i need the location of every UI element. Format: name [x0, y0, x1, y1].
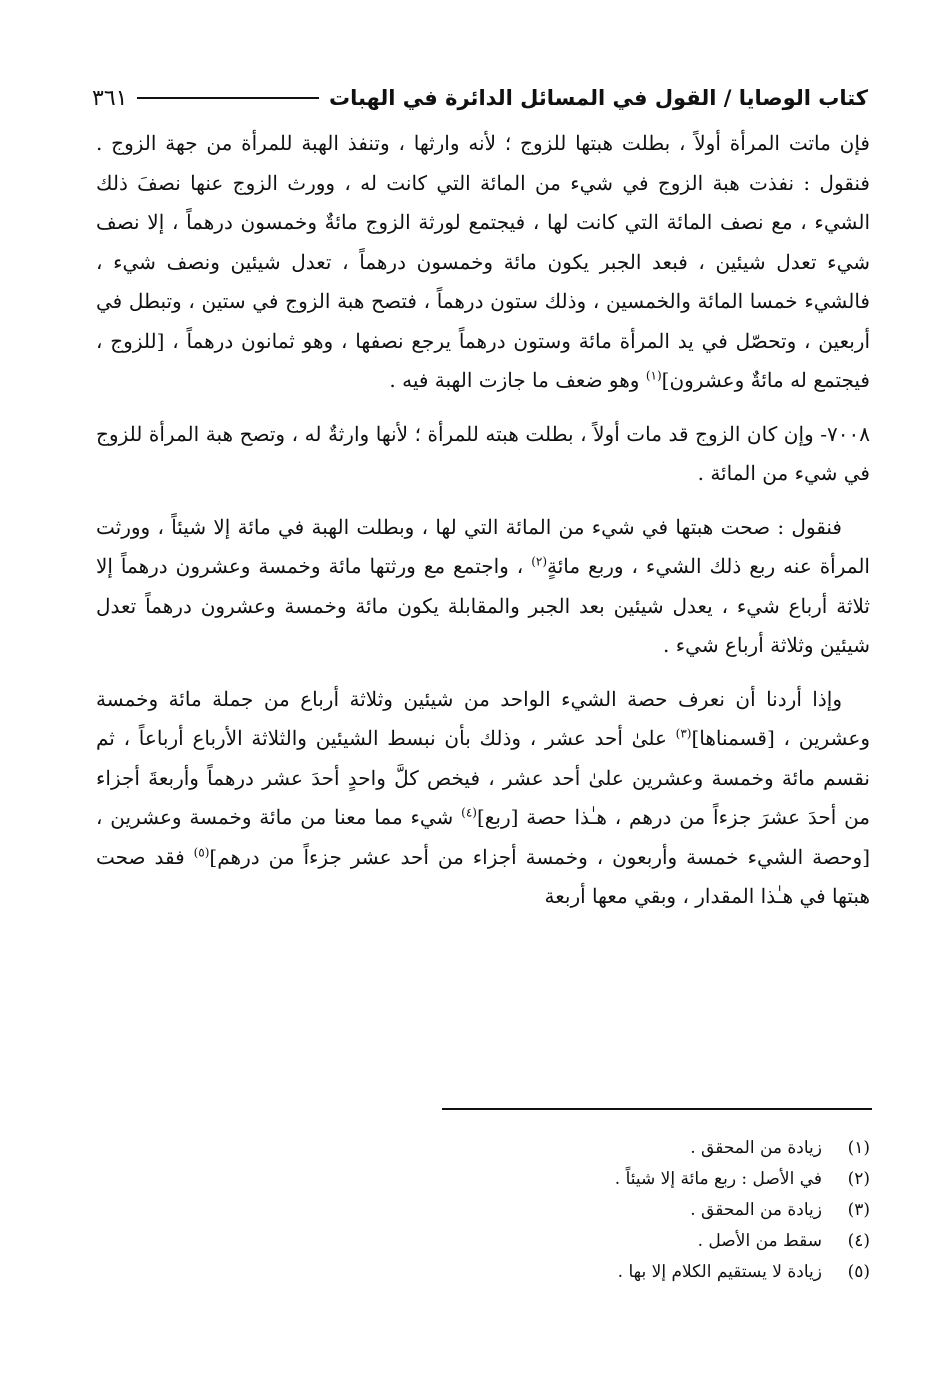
paragraph — [96, 415, 870, 494]
footnote-text: زيادة من المحقق . — [690, 1200, 822, 1220]
footnote-reference: (٢) — [531, 554, 548, 569]
paragraph-text: علىٰ أحد عشر ، وذلك بأن نبسط الشيئين والثلاثة الأرباع أرباعاً ، ثم نقسم مائة وخمسة وعشرين علىٰ أحد عشر ، فيخص كلَّ واحدٍ أحدَ عشر درهماً وأربعةَ أجزاء من أحدَ عشرَ جزءاً من درهم ، هـٰذا حصة [ربع] — [96, 726, 871, 829]
paragraph-text: فنقول : صحت هبتها في شيء من المائة التي لها ، وبطلت الهبة في مائة إلا شيئاً ، وورثت المرأة عنه ربع ذلك الشيء ، وربع مائةٍ — [96, 514, 870, 578]
paragraph — [96, 680, 870, 917]
paragraph-text: وإذا أردنا أن نعرف حصة الشيء الواحد من شيئين وثلاثة أرباع من جملة مائة وخمسة وعشرين ، [قسمناها] — [96, 686, 870, 750]
footnote-reference: (٥) — [193, 844, 210, 859]
running-header — [92, 76, 868, 120]
paragraph-text: شيء مما معنا من مائة وخمسة وعشرين ، [وحصة الشيء خمسة وأربعون ، وخمسة أجزاء من أحد عشر جزءاً من درهم] — [96, 805, 870, 869]
paragraph-text: وهو ضعف ما جازت الهبة فيه . — [389, 368, 646, 392]
footnote-number: (٣) — [847, 1200, 870, 1220]
footnote-number: (١) — [847, 1138, 870, 1158]
paragraph-text: فإن ماتت المرأة أولاً ، بطلت هبتها للزوج ؛ لأنه وارثها ، وتنفذ الهبة للمرأة من جهة الزوج . فنقول : نفذت هبة الزوج في شيء من المائة التي كانت له ، وورث الزوج عنها نصفَ ذلك الشيء ، مع نصف المائة التي كانت لها ، فيجتمع لورثة الزوج مائةٌ وخمسون درهماً ، إلا نصف شيء تعدل شيئين ، فبعد الجبر يكون مائة وخمسون درهماً ، تعدل شيئين ونصف شيء ، فالشيء خمسا المائة والخمسين ، وذلك ستون درهماً ، فتصح هبة الزوج في ستين ، وتبطل في أربعين ، وتحصّل في يد المرأة مائة وستون درهماً يرجع نصفها ، وهو ثمانون درهماً ، [للزوج ، فيجتمع له مائةٌ وعشرون] — [96, 131, 870, 392]
main-text — [96, 124, 870, 917]
paragraph-text: ٧٠٠٨- وإن كان الزوج قد مات أولاً ، بطلت هبته للمرأة ؛ لأنها وارثةٌ له ، وتصح هبة المرأة للزوج في شيء من المائة . — [96, 421, 870, 485]
footnote-text: زيادة من المحقق . — [690, 1138, 822, 1158]
footnote-item — [300, 1133, 870, 1164]
footnote-divider — [442, 1108, 872, 1110]
paragraph — [96, 508, 870, 666]
footnote-reference: (٣) — [675, 726, 692, 741]
footnote-text: سقط من الأصل . — [697, 1231, 822, 1251]
page-number: ٣٦١ — [92, 85, 128, 111]
paragraph-text: ، واجتمع مع ورثتها مائة وخمسة وعشرون درهماً إلا ثلاثة أرباع شيء ، يعدل شيئين بعد الجبر والمقابلة يكون مائة وخمسة وعشرون درهماً تعدل شيئين وثلاثة أرباع شيء . — [96, 554, 870, 657]
footnote-text: في الأصل : ربع مائة إلا شيئاً . — [614, 1169, 822, 1189]
footnote-item — [300, 1195, 870, 1226]
paragraph — [96, 124, 870, 401]
footnote-item — [300, 1164, 870, 1195]
footnote-number: (٢) — [847, 1169, 870, 1189]
running-title: كتاب الوصايا / القول في المسائل الدائرة في الهبات — [328, 86, 868, 110]
footnote-item — [300, 1226, 870, 1257]
footnote-number: (٤) — [847, 1231, 870, 1251]
footnotes-list — [300, 1133, 870, 1288]
footnote-reference: (١) — [645, 368, 662, 383]
paragraph-text: فقد صحت هبتها في هـٰذا المقدار ، وبقي معها أربعة — [96, 844, 870, 908]
footnote-number: (٥) — [847, 1262, 870, 1282]
footnote-item — [300, 1257, 870, 1288]
footnote-reference: (٤) — [461, 805, 477, 820]
header-rule — [137, 97, 319, 99]
footnote-text: زيادة لا يستقيم الكلام إلا بها . — [617, 1262, 822, 1282]
